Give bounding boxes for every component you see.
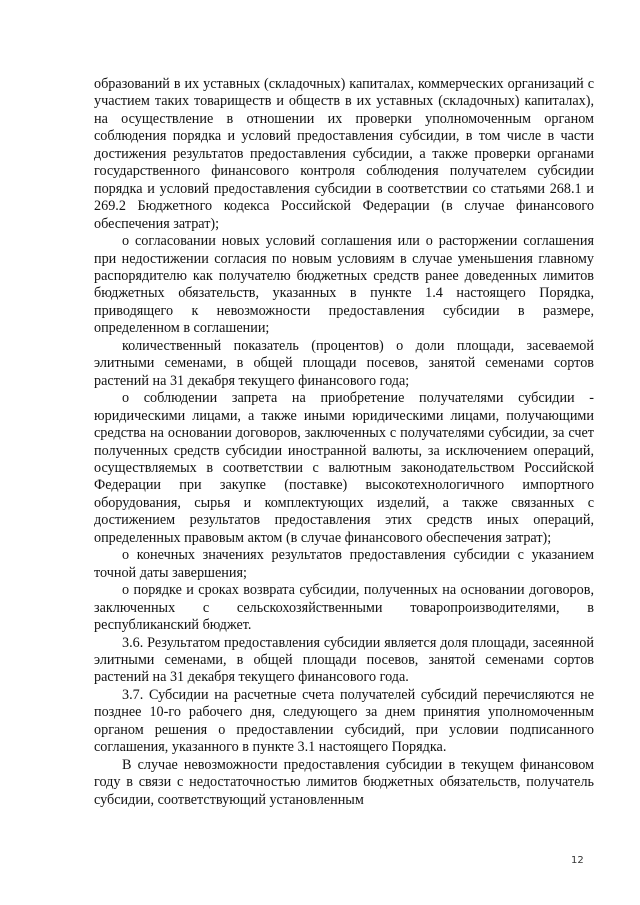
page-number: 12 — [571, 855, 584, 866]
paragraph-1: образований в их уставных (складочных) капиталах, коммерческих организаций с участием таких товариществ и обществ в их уставных (складочных) капиталах), на осуществление в отношении их проверки уполномоченным органом соблюдения порядка и условий предоставления субсидии, в том числе в части достижения результатов предоставления субсидии, а также проверки органами государственного финансового контроля соблюдения получателем субсидии порядка и условий предоставления субсидии в соответствии со статьями 268.1 и 269.2 Бюджетного кодекса Российской Федерации (в случае финансового обеспечения затрат); — [94, 76, 594, 232]
paragraph-3: количественный показатель (процентов) о доли площади, засеваемой элитными семенами, в общей площади посевов, занятой семенами сортов растений на 31 декабря текущего финансового года; — [94, 337, 594, 389]
paragraph-6: о порядке и сроках возврата субсидии, полученных на основании договоров, заключенных с сельскохозяйственными товаропроизводителями, в республиканский бюджет. — [94, 582, 594, 634]
paragraph-8: 3.7. Субсидии на расчетные счета получателей субсидий перечисляются не позднее 10-го рабочего дня, следующего за днем принятия уполномоченным органом решения о предоставлении субсидий, при условии подписанного соглашения, указанного в пункте 3.1 настоящего Порядка. — [94, 686, 594, 756]
paragraph-2: о согласовании новых условий соглашения или о расторжении соглашения при недостижении согласия по новым условиям в случае уменьшения главному распорядителю как получателю бюджетных средств ранее доведенных лимитов бюджетных обязательств, указанных в пункте 1.4 настоящего Порядка, приводящего к невозможности предоставления субсидии в размере, определенном в соглашении; — [94, 233, 594, 337]
document-body — [94, 76, 594, 809]
paragraph-4: о соблюдении запрета на приобретение получателями субсидии - юридическими лицами, а также иными юридическими лицами, получающими средства на основании договоров, заключенных с получателями субсидии, за счет полученных средств субсидии иностранной валюты, за исключением операций, осуществляемых в соответствии с валютным законодательством Российской Федерации при закупке (поставке) высокотехнологичного импортного оборудования, сырья и комплектующих изделий, а также связанных с достижением результатов предоставления этих средств иных операций, определенных правовым актом (в случае финансового обеспечения затрат); — [94, 390, 594, 546]
paragraph-9: В случае невозможности предоставления субсидии в текущем финансовом году в связи с недостаточностью лимитов бюджетных обязательств, получатель субсидии, соответствующий установленным — [94, 756, 594, 808]
paragraph-5: о конечных значениях результатов предоставления субсидии с указанием точной даты завершения; — [94, 547, 594, 581]
paragraph-7: 3.6. Результатом предоставления субсидии является доля площади, засеянной элитными семенами, в общей площади посевов, занятой семенами сортов растений на 31 декабря текущего финансового года. — [94, 634, 594, 686]
